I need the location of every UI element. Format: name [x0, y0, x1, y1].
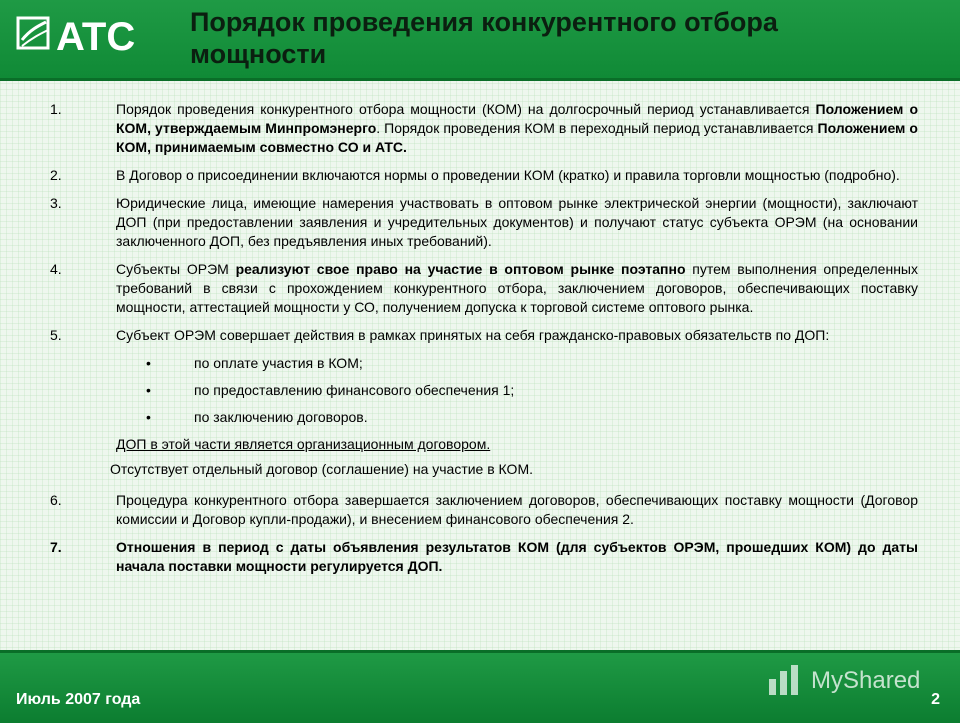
text-run: путем выполнения определенных требований в связи с прохождением конкурентного отбора, заключением договоров, обеспечивающих поставку мощности, аттестацией мощности у СО, получением допуска к торговой системе оптового рынка.: [116, 261, 918, 315]
item-text: [116, 101, 918, 155]
list-item-6: [0, 491, 960, 529]
item-text: Процедура конкурентного отбора завершается заключением договоров, обеспечивающих поставку мощности (Договор комиссии и Договор купли-продажи), и внесением финансового обеспечения 2.: [116, 492, 918, 527]
slide-title: [190, 6, 930, 70]
footer-date: Июль 2007 года: [16, 691, 141, 708]
bullet-text: по заключению договоров.: [194, 409, 368, 425]
underlined-note: ДОП в этой части является организационным договором.: [116, 436, 491, 452]
item-number: 6.: [50, 492, 62, 508]
list-item-3: [0, 194, 960, 251]
bullet-text: по предоставлению финансового обеспечения 1;: [194, 382, 515, 398]
note: Отсутствует отдельный договор (соглашение) на участие в КОМ.: [110, 461, 534, 477]
list-item-1: [0, 100, 960, 157]
list-item-7: [0, 538, 960, 576]
watermark: [765, 661, 945, 701]
item-number: 4.: [50, 261, 62, 277]
page-number: 2: [931, 691, 940, 708]
text-run: Субъекты ОРЭМ: [116, 261, 236, 277]
bullet-text: по оплате участия в КОМ;: [194, 355, 363, 371]
title-line-2: мощности: [190, 39, 327, 69]
list-item-2: [0, 166, 960, 185]
item-text: Юридические лица, имеющие намерения участвовать в оптовом рынке электрической энергии (мощности), заключают ДОП (при предоставлении заявления и учредительных документов) и получают статус субъекта ОРЭМ (на основании заключенного ДОП, без предъявления иных требований).: [116, 195, 918, 249]
slide-content: [0, 100, 960, 585]
bullet-item: [0, 408, 960, 427]
slide-header: [0, 0, 960, 81]
text-run: . Порядок проведения КОМ в переходный период устанавливается: [376, 120, 818, 136]
list-item-4: [0, 260, 960, 317]
bullet-item: [0, 381, 960, 400]
bullet-icon: •: [146, 409, 151, 425]
item-number: 1.: [50, 101, 62, 117]
list-item-5: [0, 326, 960, 345]
bullet-icon: •: [146, 382, 151, 398]
item-text: Субъект ОРЭМ совершает действия в рамках принятых на себя гражданско-правовых обязательств по ДОП:: [116, 327, 830, 343]
text-run: Порядок проведения конкурентного отбора мощности (КОМ) на долгосрочный период устанавливается: [116, 101, 816, 117]
slide-footer: [0, 650, 960, 723]
text-run-bold: Положением о КОМ, принимаемым совместно СО и АТС.: [116, 120, 918, 155]
item-text: В Договор о присоединении включаются нормы о проведении КОМ (кратко) и правила торговли мощностью (подробно).: [116, 167, 900, 183]
text-run-bold: Положением о КОМ, утверждаемым Минпромэнерго: [116, 101, 918, 136]
item-text: [116, 261, 918, 315]
title-line-1: Порядок проведения конкурентного отбора: [190, 7, 778, 37]
item-text: Отношения в период с даты объявления результатов КОМ (для субъектов ОРЭМ, прошедших КОМ) до даты начала поставки мощности регулируется ДОП.: [116, 539, 918, 574]
bullet-icon: •: [146, 355, 151, 371]
atc-logo: [16, 10, 176, 56]
bullet-item: [0, 354, 960, 373]
item-number: 2.: [50, 167, 62, 183]
item-number: 3.: [50, 195, 62, 211]
item-number: 7.: [50, 539, 62, 555]
text-run-bold: реализуют свое право на участие в оптовом рынке поэтапно: [235, 261, 686, 277]
watermark-icon: [765, 661, 805, 701]
item-number: 5.: [50, 327, 62, 343]
watermark-text: MyShared: [811, 667, 921, 694]
logo-text: ATC: [56, 15, 136, 56]
